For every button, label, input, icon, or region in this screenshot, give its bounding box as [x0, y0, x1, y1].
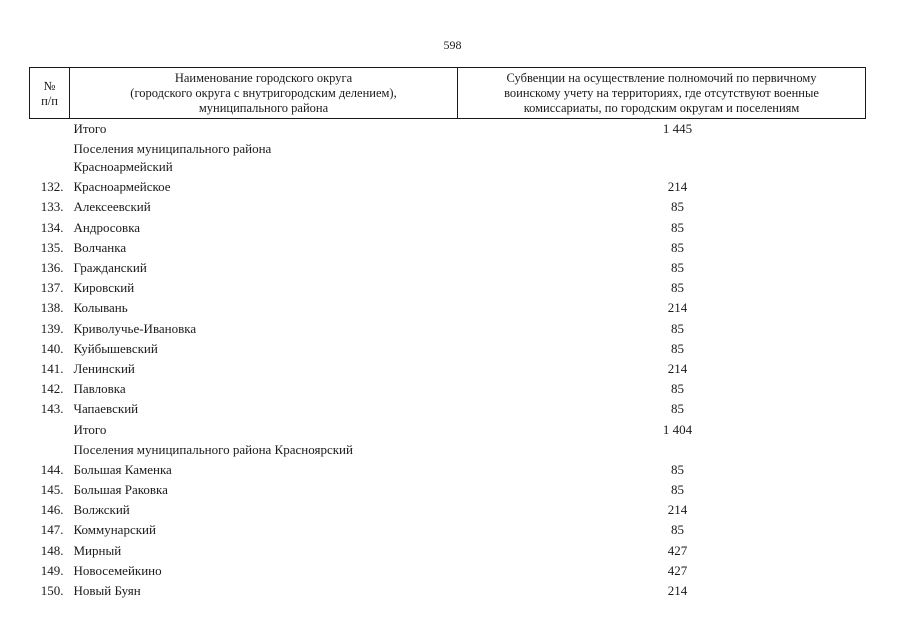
row-value: 214 [667, 179, 688, 195]
row-number: 135. [40, 239, 64, 255]
row-name: Колывань [73, 300, 128, 316]
section-heading-row [30, 139, 866, 177]
subventions-table [29, 67, 866, 601]
table-row [30, 379, 866, 399]
header-number-line1: № [43, 78, 56, 93]
page-number: 598 [443, 38, 462, 52]
table-body [30, 119, 866, 602]
row-value: 427 [667, 542, 688, 558]
row-number: 147. [40, 522, 64, 538]
row-name: Куйбышевский [73, 340, 158, 356]
table-row [30, 258, 866, 278]
row-number: 139. [40, 320, 64, 336]
row-name: Гражданский [73, 260, 147, 276]
row-value: 85 [671, 401, 684, 417]
row-value: 85 [671, 522, 684, 538]
table-row [30, 177, 866, 197]
table-row [30, 218, 866, 238]
row-name: Андросовка [73, 219, 141, 235]
row-name: Большая Раковка [73, 482, 168, 498]
row-value: 85 [671, 461, 684, 477]
table-row [30, 480, 866, 500]
row-number: 142. [40, 381, 64, 397]
row-name: Мирный [73, 542, 122, 558]
row-value: 214 [667, 502, 688, 518]
table-header [30, 68, 866, 119]
row-number: 145. [40, 482, 64, 498]
row-name: Павловка [73, 381, 126, 397]
row-number [30, 119, 70, 140]
total-row [30, 119, 866, 140]
total-row [30, 419, 866, 439]
row-name: Ленинский [73, 360, 135, 376]
row-name: Волчанка [73, 239, 127, 255]
row-number: 138. [40, 300, 64, 316]
table-row [30, 298, 866, 318]
row-value: 85 [671, 280, 684, 296]
table-row [30, 541, 866, 561]
row-number: 144. [40, 461, 64, 477]
row-number: 150. [40, 583, 64, 599]
row-number: 140. [40, 340, 64, 356]
table-row [30, 278, 866, 298]
row-value: 214 [667, 360, 688, 376]
row-name: Чапаевский [73, 401, 139, 417]
header-name-line1: Наименование городского округа [174, 71, 353, 85]
row-number: 133. [40, 199, 64, 215]
header-number [30, 68, 70, 119]
row-value: 85 [671, 239, 684, 255]
table-row [30, 460, 866, 480]
header-value-line1: Субвенции на осуществление полномочий по первичному [506, 71, 817, 85]
header-name-line2: (городского округа с внутригородским делением), [130, 86, 397, 100]
row-number: 132. [40, 179, 64, 195]
table-row [30, 581, 866, 601]
row-number: 143. [40, 401, 64, 417]
row-number: 141. [40, 360, 64, 376]
row-number: 146. [40, 502, 64, 518]
row-name: Криволучье-Ивановка [73, 320, 197, 336]
row-value [458, 440, 866, 460]
table-row [30, 500, 866, 520]
table-row [30, 238, 866, 258]
row-value: 85 [671, 482, 684, 498]
header-name [70, 68, 458, 119]
row-number: 134. [40, 219, 64, 235]
row-name: Поселения муниципального района Красноармейский [73, 141, 272, 175]
row-name: Новый Буян [73, 583, 141, 599]
row-name: Новосемейкино [73, 562, 162, 578]
row-number: 137. [40, 280, 64, 296]
row-value: 85 [671, 219, 684, 235]
row-name: Поселения муниципального района Красноярский [73, 441, 353, 457]
row-number [30, 139, 70, 177]
table-row [30, 197, 866, 217]
row-value: 85 [671, 199, 684, 215]
row-name: Коммунарский [73, 522, 156, 538]
header-value-line3: комиссариаты, по городским округам и поселениям [523, 101, 800, 115]
row-name: Большая Каменка [73, 461, 172, 477]
section-heading-row [30, 440, 866, 460]
row-value: 85 [671, 340, 684, 356]
row-value: 214 [667, 300, 688, 316]
table-row [30, 520, 866, 540]
row-value: 427 [667, 562, 688, 578]
table-row [30, 339, 866, 359]
row-name: Алексеевский [73, 199, 151, 215]
header-value [458, 68, 866, 119]
row-name: Волжский [73, 502, 130, 518]
row-value: 85 [671, 260, 684, 276]
row-number: 136. [40, 260, 64, 276]
header-name-line3: муниципального района [198, 101, 329, 115]
table-row [30, 319, 866, 339]
table-row [30, 359, 866, 379]
row-value: 1 445 [662, 121, 693, 137]
row-value: 85 [671, 320, 684, 336]
header-number-line2: п/п [41, 93, 58, 108]
header-value-line2: воинскому учету на территориях, где отсутствуют военные [504, 86, 819, 100]
row-number: 148. [40, 542, 64, 558]
row-name: Красноармейское [73, 179, 171, 195]
table-row [30, 399, 866, 419]
row-name: Итого [73, 121, 107, 137]
row-value: 1 404 [662, 421, 693, 437]
row-value: 214 [667, 583, 688, 599]
row-name: Итого [73, 421, 107, 437]
row-value: 85 [671, 381, 684, 397]
row-number [30, 419, 70, 439]
table-row [30, 561, 866, 581]
row-value [458, 139, 866, 177]
row-name: Кировский [73, 280, 135, 296]
row-number: 149. [40, 562, 64, 578]
row-number [30, 440, 70, 460]
